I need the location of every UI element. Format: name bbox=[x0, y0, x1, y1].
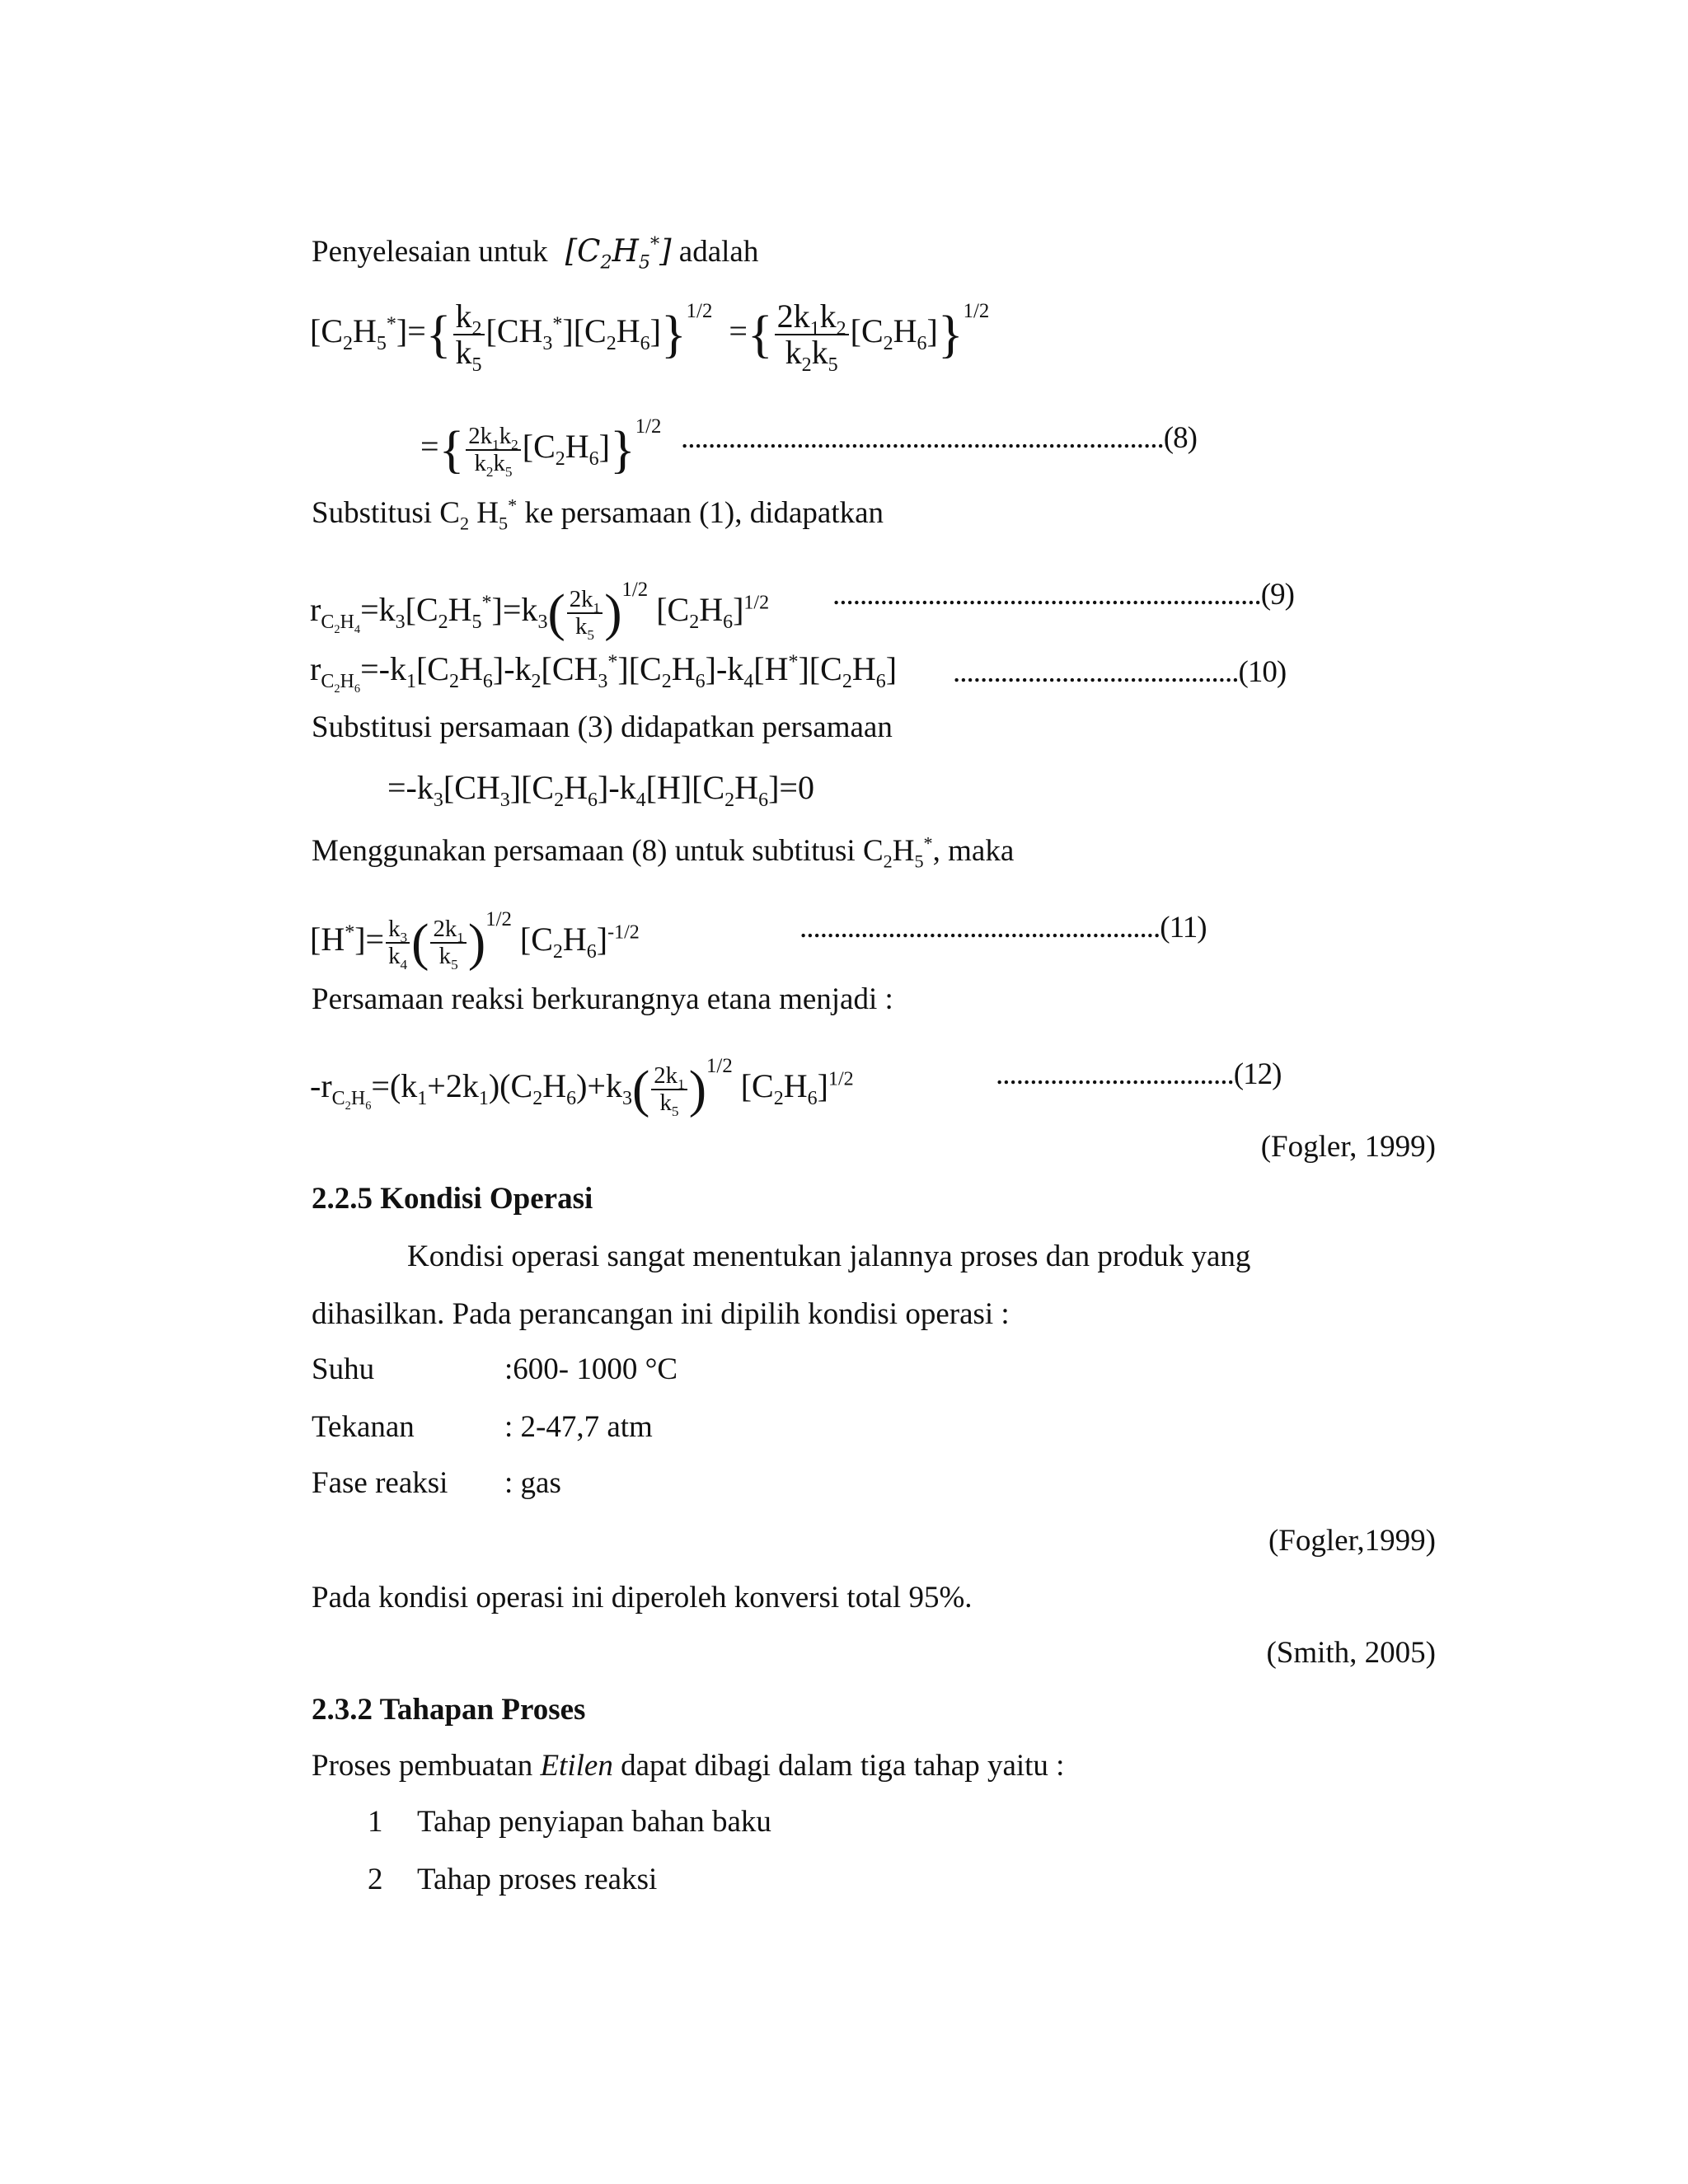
intro-suffix: adalah bbox=[678, 235, 759, 269]
equation-11: [H*]= $\frac{k_3}{k_4}$ ( $\frac{2k_1}{k_5}$ )$^{1/2}$ $[C_2H_6]^{-1/2}$ bbox=[310, 908, 640, 972]
paragraph-line-1: Kondisi operasi sangat menentukan jalannya proses dan produk yang bbox=[407, 1240, 1251, 1273]
substitusi-line-2: Substitusi persamaan (3) didapatkan persamaan bbox=[312, 710, 893, 744]
section-heading-kondisi-operasi: 2.2.5 Kondisi Operasi bbox=[312, 1182, 593, 1216]
equation-8: ={ $\frac{2k_1k_2}{k_2k_5}$ $[C_2H_6]\}^{1/2}$ bbox=[420, 415, 662, 480]
condition-value-fase: : gas bbox=[504, 1466, 561, 1500]
equation-substitution: $=-k_3[CH_3][C_2H_6]-k_4[H][C_2H_6]=0$ bbox=[387, 769, 814, 811]
persamaan-reaksi-line: Persamaan reaksi berkurangnya etana menjadi : bbox=[312, 982, 893, 1016]
equation-8-tag: (8) bbox=[1163, 421, 1197, 455]
condition-label-tekanan: Tekanan bbox=[312, 1410, 415, 1444]
equation-11-dots: .....................................................(11) bbox=[799, 911, 1207, 944]
conversion-line: Pada kondisi operasi ini diperoleh konversi total 95%. bbox=[312, 1581, 973, 1615]
equation-9-dots: ...............................................................(9) bbox=[832, 578, 1294, 612]
intro-formula: $[C_2H_5^*]$ bbox=[555, 233, 672, 274]
equation-11-tag: (11) bbox=[1160, 911, 1207, 944]
menggunakan-prefix: Menggunakan persamaan (8) untuk subtitusi C bbox=[312, 834, 884, 868]
equation-10: $r_{C_2H_6}=-k_1[C_2H_6]-k_2[CH_3^*][C_2H_6]-k_4[H^*][C_2H_6]$ bbox=[310, 650, 898, 696]
equation-10-dots: ..........................................(10) bbox=[953, 655, 1287, 689]
equation-c2h5-line1: $[C_2H_5^*]=${ $\frac{k_2}{k_5}$ $[CH_3^*][C_2H_6]\}^{1/2}$ ={ $\frac{2k_1k_2}{k_2k_5}$ $[C_2H_6]\}^{1/2}$ bbox=[310, 297, 990, 376]
step-number-2: 2 bbox=[368, 1863, 383, 1896]
equation-12-dots: ...................................(12) bbox=[996, 1057, 1282, 1091]
equation-9: $r_{C_2H_4}=k_3[C_2H_5^*]=k_3$( $\frac{2k_1}{k_5}$ )$^{1/2}$ $[C_2H_6]^{1/2}$ bbox=[310, 579, 770, 643]
equation-9-tag: (9) bbox=[1260, 578, 1294, 612]
proses-suffix: dapat dibagi dalam tiga tahap yaitu : bbox=[621, 1749, 1065, 1783]
paragraph-line-2: dihasilkan. Pada perancangan ini dipilih kondisi operasi : bbox=[312, 1297, 1010, 1331]
equation-12: $-r_{C_2H_6}=(k_1+2k_1)(C_2H_6)+k_3$( $\frac{2k_1}{k_5}$ )$^{1/2}$ $[C_2H_6]^{1/2}$ bbox=[310, 1055, 854, 1119]
menggunakan-suffix: , maka bbox=[932, 834, 1015, 868]
intro-prefix: Penyelesaian untuk bbox=[312, 235, 548, 269]
equation-8-dots: .......................................................................(8) bbox=[681, 421, 1197, 455]
substitusi-prefix: Substitusi C bbox=[312, 496, 460, 530]
step-number-1: 1 bbox=[368, 1805, 383, 1839]
section-heading-tahapan-proses: 2.3.2 Tahapan Proses bbox=[312, 1693, 586, 1727]
menggunakan-line: Menggunakan persamaan (8) untuk subtitusi $C_2H_5^*$, maka bbox=[312, 832, 1015, 872]
intro-line bbox=[312, 232, 759, 274]
citation-fogler-2: (Fogler,1999) bbox=[1268, 1524, 1436, 1558]
substitusi-suffix: ke persamaan (1), didapatkan bbox=[524, 496, 884, 530]
step-text-1: Tahap penyiapan bahan baku bbox=[417, 1805, 771, 1839]
proses-italic-etilen: Etilen bbox=[540, 1749, 613, 1783]
condition-label-suhu: Suhu bbox=[312, 1352, 375, 1386]
substitusi-line-1: Substitusi $C_2$ $H_5^*$ ke persamaan (1), didapatkan bbox=[312, 494, 884, 534]
citation-smith: (Smith, 2005) bbox=[1266, 1636, 1436, 1670]
proses-prefix: Proses pembuatan bbox=[312, 1749, 533, 1783]
condition-value-suhu: :600- 1000 °C bbox=[504, 1352, 678, 1386]
proses-line bbox=[312, 1747, 1064, 1785]
equation-10-tag: (10) bbox=[1238, 655, 1287, 689]
step-text-2: Tahap proses reaksi bbox=[417, 1863, 658, 1896]
equation-12-tag: (12) bbox=[1233, 1057, 1282, 1091]
condition-label-fase: Fase reaksi bbox=[312, 1466, 448, 1500]
condition-value-tekanan: : 2-47,7 atm bbox=[504, 1410, 653, 1444]
citation-fogler-1: (Fogler, 1999) bbox=[1260, 1130, 1436, 1164]
